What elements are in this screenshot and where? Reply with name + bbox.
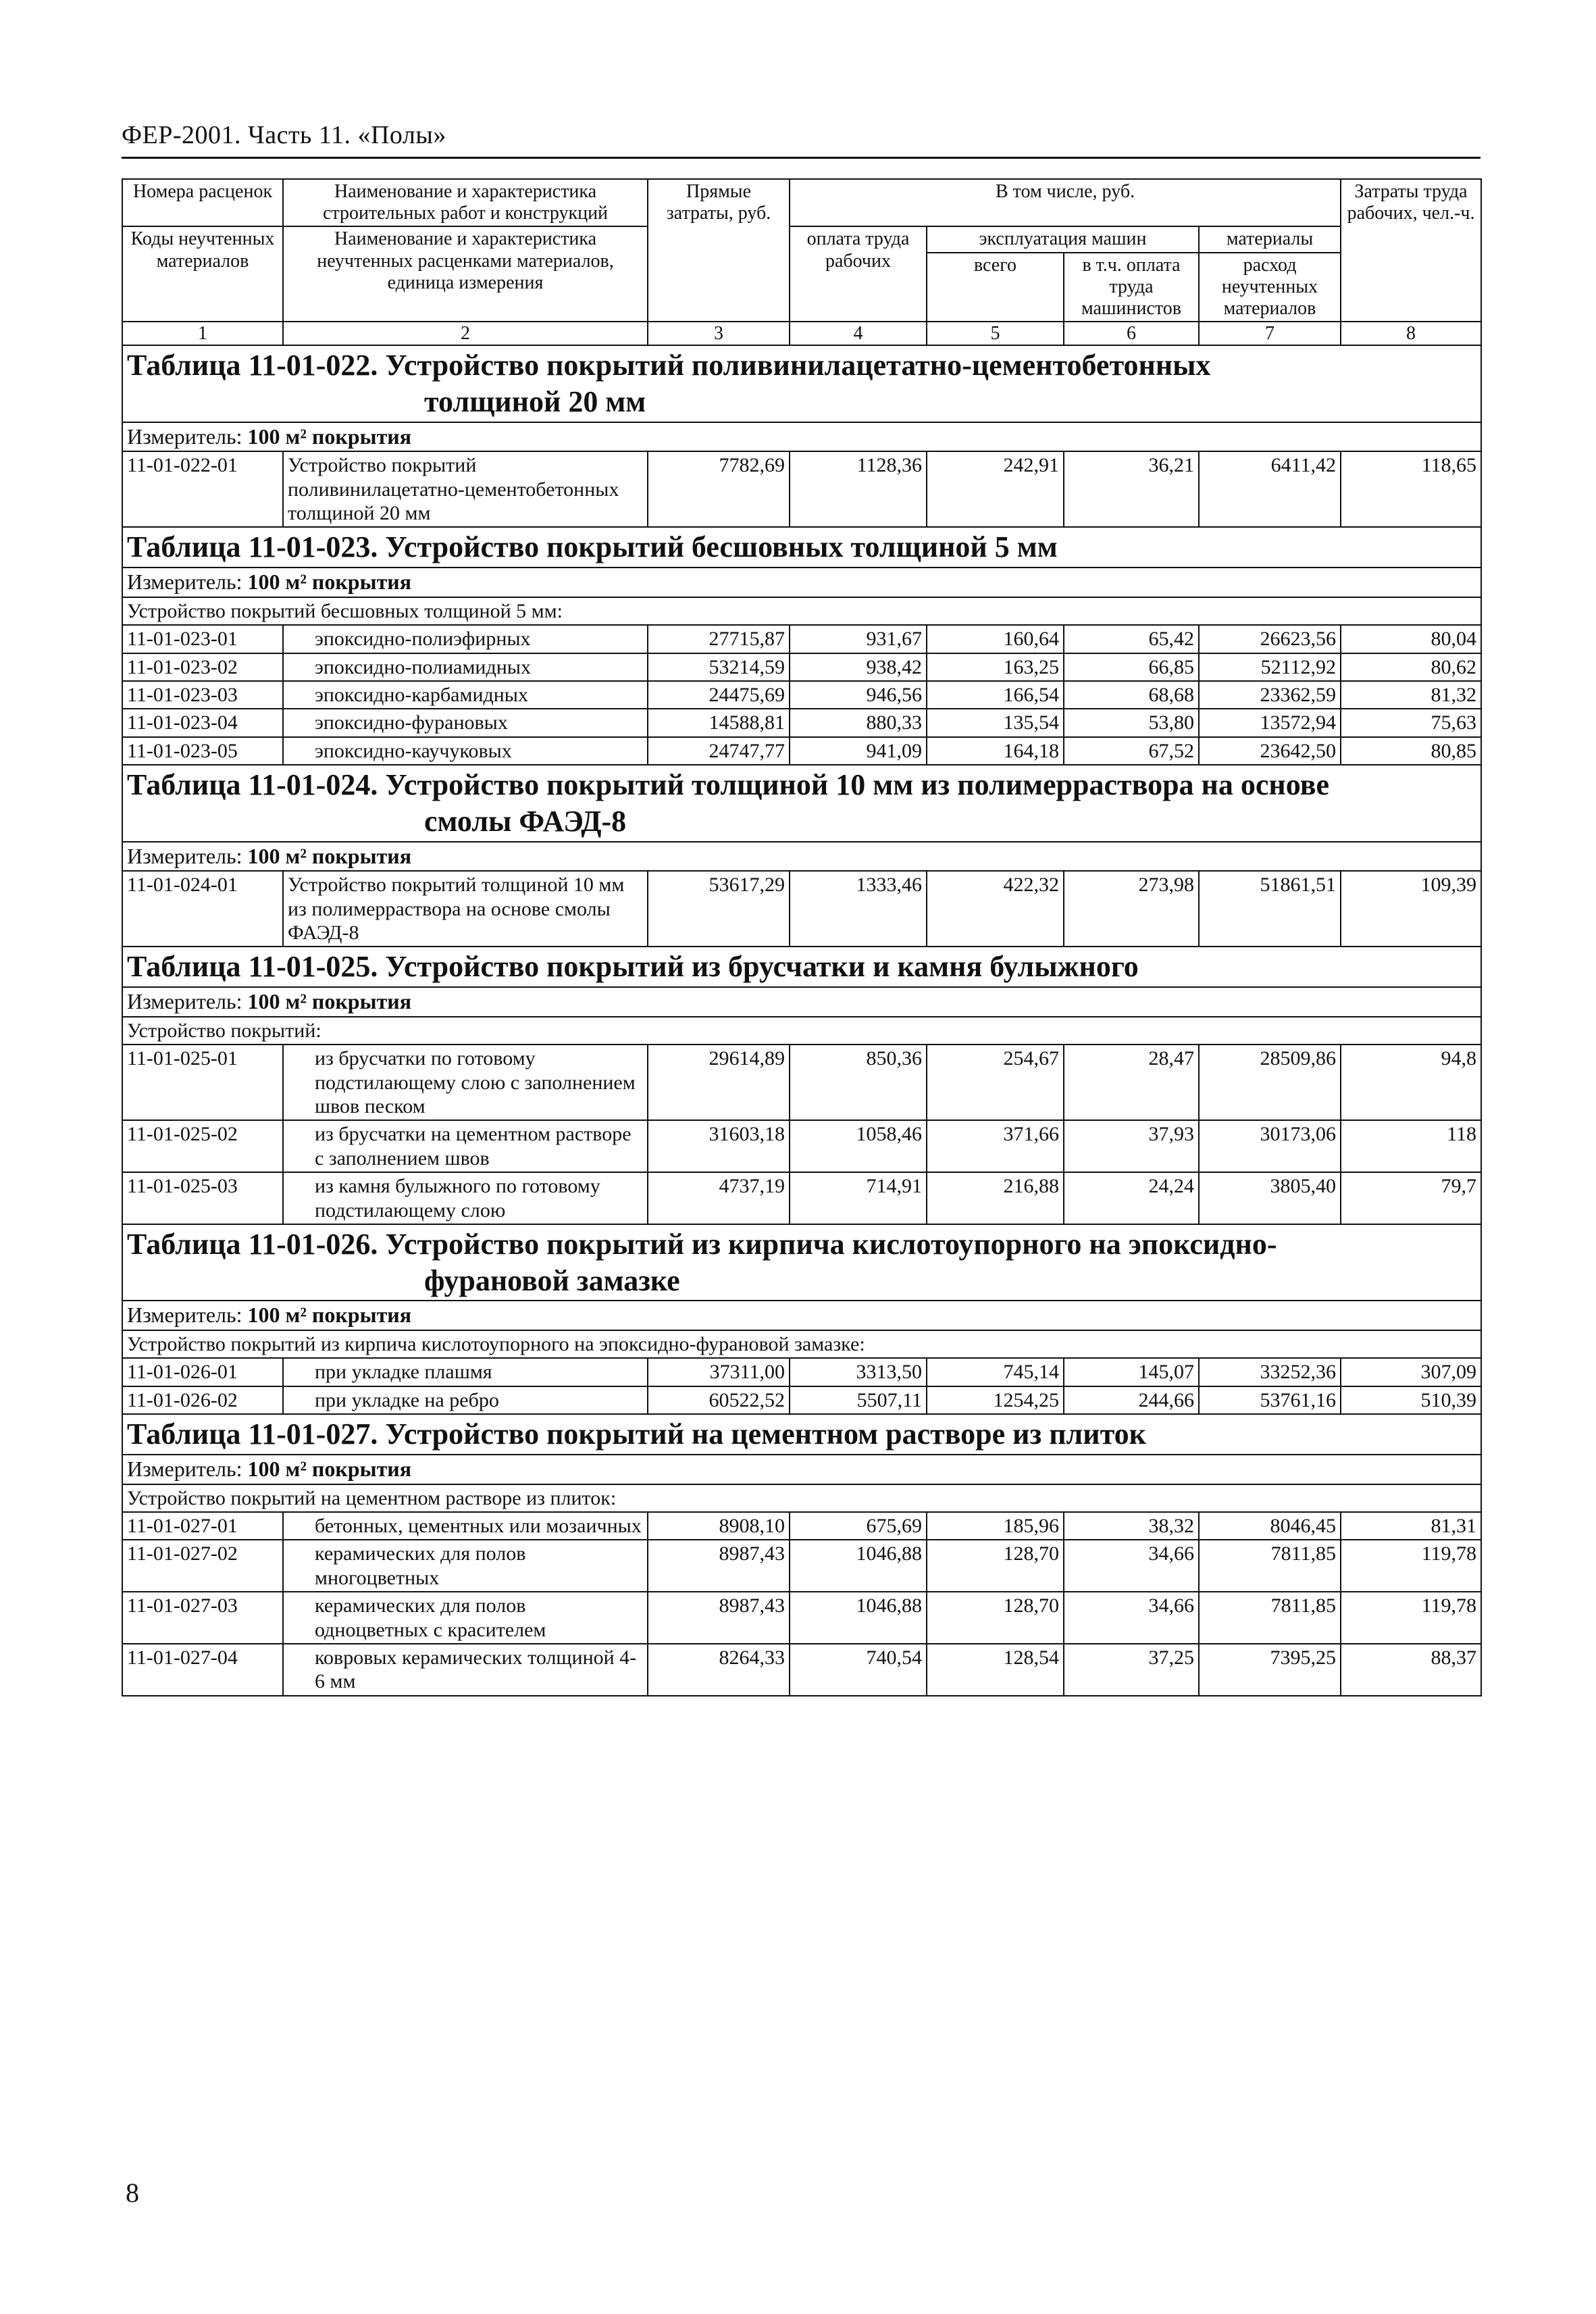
machine-labor: 273,98 [1064, 871, 1199, 947]
labor-hours: 81,31 [1341, 1512, 1481, 1540]
group-heading: Устройство покрытий на цементном растворе из плиток: [122, 1484, 1481, 1512]
section-title-cell [122, 1414, 1481, 1455]
materials: 52112,92 [1199, 653, 1341, 681]
materials: 7811,85 [1199, 1592, 1341, 1644]
work-name: при укладке плашмя [283, 1358, 648, 1386]
section-title-row [122, 947, 1481, 987]
rate-code: 11-01-025-03 [122, 1172, 283, 1224]
direct-costs: 4737,19 [648, 1172, 790, 1224]
header-materials-unaccounted: расход неучтенных материалов [1199, 253, 1341, 322]
column-number: 3 [648, 322, 790, 345]
work-name: при укладке на ребро [283, 1386, 648, 1414]
labor-pay: 1058,46 [790, 1120, 927, 1172]
column-number: 7 [1199, 322, 1341, 345]
table-row [122, 653, 1481, 681]
labor-hours: 118 [1341, 1120, 1481, 1172]
direct-costs: 53214,59 [648, 653, 790, 681]
rate-code: 11-01-023-05 [122, 737, 283, 765]
rate-code: 11-01-023-03 [122, 681, 283, 709]
rate-code: 11-01-026-02 [122, 1386, 283, 1414]
machine-total: 1254,25 [927, 1386, 1064, 1414]
header-col1-top: Номера расценок [122, 179, 283, 226]
machine-total: 371,66 [927, 1120, 1064, 1172]
work-name: Устройство покрытий толщиной 10 мм из полимерраствора на основе смолы ФАЭД-8 [283, 871, 648, 947]
measure-label: Измеритель: [127, 843, 242, 868]
labor-hours: 75,63 [1341, 709, 1481, 736]
direct-costs: 7782,69 [648, 451, 790, 527]
materials: 6411,42 [1199, 451, 1341, 527]
section-title-cell [122, 765, 1481, 841]
rate-code: 11-01-027-03 [122, 1592, 283, 1644]
machine-labor: 244,66 [1064, 1386, 1199, 1414]
header-labor-costs: Затраты труда рабочих, чел.-ч. [1341, 179, 1481, 322]
column-number: 4 [790, 322, 927, 345]
group-row [122, 1017, 1481, 1045]
machine-labor: 24,24 [1064, 1172, 1199, 1224]
section-title-text: Таблица 11-01-024. Устройство покрытий толщиной 10 мм из полимерраствора на основе [127, 768, 1329, 802]
labor-hours: 81,32 [1341, 681, 1481, 709]
machine-labor: 34,66 [1064, 1592, 1199, 1644]
column-number: 8 [1341, 322, 1481, 345]
section-title-text: Таблица 11-01-023. Устройство покрытий бесшовных толщиной 5 мм [127, 530, 1058, 564]
machine-total: 160,64 [927, 625, 1064, 653]
section-title [127, 767, 1476, 839]
direct-costs: 8987,43 [648, 1592, 790, 1644]
measure-cell [122, 1301, 1481, 1330]
table-row [122, 1386, 1481, 1414]
measure-row [122, 842, 1481, 872]
work-name: из брусчатки на цементном растворе с заполнением швов [283, 1120, 648, 1172]
rate-code: 11-01-024-01 [122, 871, 283, 947]
group-heading: Устройство покрытий: [122, 1017, 1481, 1045]
group-row [122, 1330, 1481, 1358]
rate-code: 11-01-026-01 [122, 1358, 283, 1386]
labor-hours: 79,7 [1341, 1172, 1481, 1224]
table-row [122, 737, 1481, 765]
labor-pay: 850,36 [790, 1045, 927, 1120]
machine-labor: 34,66 [1064, 1540, 1199, 1592]
direct-costs: 53617,29 [648, 871, 790, 947]
rate-code: 11-01-023-01 [122, 625, 283, 653]
measure-label: Измеритель: [127, 989, 242, 1014]
labor-hours: 307,09 [1341, 1358, 1481, 1386]
work-name: эпоксидно-карбамидных [283, 681, 648, 709]
direct-costs: 14588,81 [648, 709, 790, 736]
labor-pay: 880,33 [790, 709, 927, 736]
direct-costs: 60522,52 [648, 1386, 790, 1414]
labor-hours: 118,65 [1341, 451, 1481, 527]
measure-label: Измеритель: [127, 1456, 242, 1481]
materials: 53761,16 [1199, 1386, 1341, 1414]
measure-value: 100 м² покрытия [247, 989, 412, 1014]
labor-pay: 1046,88 [790, 1592, 927, 1644]
direct-costs: 37311,00 [648, 1358, 790, 1386]
table-row [122, 871, 1481, 947]
direct-costs: 29614,89 [648, 1045, 790, 1120]
header-machine-ops: эксплуатация машин [927, 226, 1199, 252]
section-title-continuation: толщиной 20 мм [424, 384, 646, 418]
measure-cell [122, 842, 1481, 872]
labor-hours: 510,39 [1341, 1386, 1481, 1414]
section-title-row [122, 765, 1481, 841]
rate-code: 11-01-025-02 [122, 1120, 283, 1172]
section-title-continuation: смолы ФАЭД-8 [424, 804, 627, 838]
machine-total: 185,96 [927, 1512, 1064, 1540]
table-body [122, 345, 1481, 1696]
labor-hours: 94,8 [1341, 1045, 1481, 1120]
machine-total: 745,14 [927, 1358, 1064, 1386]
section-title-text: Таблица 11-01-026. Устройство покрытий из кирпича кислотоупорного на эпоксидно- [127, 1228, 1277, 1261]
section-title-text: Таблица 11-01-025. Устройство покрытий из брусчатки и камня булыжного [127, 950, 1139, 984]
header-direct-costs: Прямые затраты, руб. [648, 179, 790, 322]
machine-total: 135,54 [927, 709, 1064, 736]
labor-hours: 80,62 [1341, 653, 1481, 681]
materials: 8046,45 [1199, 1512, 1341, 1540]
column-numbers-row [122, 322, 1481, 345]
labor-hours: 80,85 [1341, 737, 1481, 765]
machine-total: 242,91 [927, 451, 1064, 527]
section-title-cell [122, 1224, 1481, 1301]
materials: 3805,40 [1199, 1172, 1341, 1224]
work-name: эпоксидно-полиэфирных [283, 625, 648, 653]
work-name: Устройство покрытий поливинилацетатно-цементобетонных толщиной 20 мм [283, 451, 648, 527]
section-title [127, 347, 1476, 420]
materials: 51861,51 [1199, 871, 1341, 947]
table-row [122, 1120, 1481, 1172]
table-header [122, 179, 1481, 345]
labor-pay: 1046,88 [790, 1540, 927, 1592]
machine-labor: 145,07 [1064, 1358, 1199, 1386]
labor-pay: 3313,50 [790, 1358, 927, 1386]
machine-total: 128,70 [927, 1592, 1064, 1644]
machine-labor: 38,32 [1064, 1512, 1199, 1540]
table-row [122, 1540, 1481, 1592]
work-name: ковровых керамических толщиной 4-6 мм [283, 1644, 648, 1696]
machine-total: 128,70 [927, 1540, 1064, 1592]
measure-value: 100 м² покрытия [247, 1303, 412, 1328]
direct-costs: 8908,10 [648, 1512, 790, 1540]
section-title-cell [122, 947, 1481, 987]
machine-total: 422,32 [927, 871, 1064, 947]
materials: 23362,59 [1199, 681, 1341, 709]
machine-labor: 28,47 [1064, 1045, 1199, 1120]
section-title-cell [122, 345, 1481, 422]
work-name: эпоксидно-каучуковых [283, 737, 648, 765]
materials: 7395,25 [1199, 1644, 1341, 1696]
labor-hours: 88,37 [1341, 1644, 1481, 1696]
direct-costs: 27715,87 [648, 625, 790, 653]
measure-row [122, 1301, 1481, 1330]
machine-total: 254,67 [927, 1045, 1064, 1120]
measure-row [122, 568, 1481, 597]
labor-pay: 938,42 [790, 653, 927, 681]
section-title [127, 1226, 1476, 1299]
rate-code: 11-01-023-04 [122, 709, 283, 736]
section-title-row [122, 1224, 1481, 1301]
column-number: 2 [283, 322, 648, 345]
labor-pay: 740,54 [790, 1644, 927, 1696]
labor-pay: 1128,36 [790, 451, 927, 527]
direct-costs: 8264,33 [648, 1644, 790, 1696]
direct-costs: 31603,18 [648, 1120, 790, 1172]
work-name: бетонных, цементных или мозаичных [283, 1512, 648, 1540]
measure-value: 100 м² покрытия [247, 1456, 412, 1481]
page-number: 8 [126, 2178, 139, 2208]
header-including: В том числе, руб. [790, 179, 1341, 226]
direct-costs: 8987,43 [648, 1540, 790, 1592]
labor-hours: 109,39 [1341, 871, 1481, 947]
machine-labor: 53,80 [1064, 709, 1199, 736]
rate-code: 11-01-027-04 [122, 1644, 283, 1696]
group-heading: Устройство покрытий бесшовных толщиной 5 мм: [122, 597, 1481, 625]
labor-pay: 931,67 [790, 625, 927, 653]
rates-table [122, 178, 1482, 1696]
work-name: керамических для полов многоцветных [283, 1540, 648, 1592]
labor-pay: 675,69 [790, 1512, 927, 1540]
work-name: эпоксидно-фурановых [283, 709, 648, 736]
rate-code: 11-01-023-02 [122, 653, 283, 681]
table-row [122, 451, 1481, 527]
work-name: из камня булыжного по готовому подстилающему слою [283, 1172, 648, 1224]
table-row [122, 625, 1481, 653]
machine-total: 216,88 [927, 1172, 1064, 1224]
machine-labor: 37,25 [1064, 1644, 1199, 1696]
machine-labor: 68,68 [1064, 681, 1199, 709]
group-row [122, 1484, 1481, 1512]
materials: 33252,36 [1199, 1358, 1341, 1386]
table-row [122, 1592, 1481, 1644]
table-row [122, 1358, 1481, 1386]
labor-pay: 946,56 [790, 681, 927, 709]
rate-code: 11-01-027-02 [122, 1540, 283, 1592]
column-number: 1 [122, 322, 283, 345]
direct-costs: 24747,77 [648, 737, 790, 765]
section-title [127, 1416, 1476, 1453]
header-col2-top: Наименование и характеристика строительных работ и конструкций [283, 179, 648, 226]
machine-total: 163,25 [927, 653, 1064, 681]
work-name: из брусчатки по готовому подстилающему слою с заполнением швов песком [283, 1045, 648, 1120]
section-title-row [122, 345, 1481, 422]
measure-value: 100 м² покрытия [247, 424, 412, 449]
machine-labor: 67,52 [1064, 737, 1199, 765]
machine-labor: 65,42 [1064, 625, 1199, 653]
materials: 23642,50 [1199, 737, 1341, 765]
materials: 26623,56 [1199, 625, 1341, 653]
materials: 7811,85 [1199, 1540, 1341, 1592]
machine-total: 166,54 [927, 681, 1064, 709]
rate-code: 11-01-022-01 [122, 451, 283, 527]
labor-hours: 119,78 [1341, 1592, 1481, 1644]
measure-value: 100 м² покрытия [247, 570, 412, 595]
measure-label: Измеритель: [127, 424, 242, 449]
measure-label: Измеритель: [127, 570, 242, 595]
machine-total: 164,18 [927, 737, 1064, 765]
measure-cell [122, 422, 1481, 452]
measure-row [122, 1455, 1481, 1484]
section-title [127, 949, 1476, 985]
machine-labor: 66,85 [1064, 653, 1199, 681]
section-title-row [122, 1414, 1481, 1455]
page-header-title: ФЕР-2001. Часть 11. «Полы» [122, 121, 446, 149]
direct-costs: 24475,69 [648, 681, 790, 709]
labor-hours: 119,78 [1341, 1540, 1481, 1592]
header-rule [122, 157, 1481, 159]
measure-row [122, 987, 1481, 1017]
column-number: 5 [927, 322, 1064, 345]
header-col1-bottom: Коды неучтенных материалов [122, 226, 283, 322]
header-machine-labor: в т.ч. оплата труда машинистов [1064, 253, 1199, 322]
header-machine-total: всего [927, 253, 1064, 322]
measure-row [122, 422, 1481, 452]
table-row [122, 1644, 1481, 1696]
header-labor-pay: оплата труда рабочих [790, 226, 927, 322]
table-row [122, 681, 1481, 709]
materials: 30173,06 [1199, 1120, 1341, 1172]
header-col2-bottom: Наименование и характеристика неучтенных расценками материалов, единица измерения [283, 226, 648, 322]
labor-pay: 714,91 [790, 1172, 927, 1224]
measure-cell [122, 1455, 1481, 1484]
section-title-text: Таблица 11-01-022. Устройство покрытий поливинилацетатно-цементобетонных [127, 349, 1211, 382]
labor-pay: 941,09 [790, 737, 927, 765]
machine-total: 128,54 [927, 1644, 1064, 1696]
labor-pay: 1333,46 [790, 871, 927, 947]
table-row [122, 1045, 1481, 1120]
section-title-text: Таблица 11-01-027. Устройство покрытий на цементном растворе из плиток [127, 1417, 1146, 1451]
labor-hours: 80,04 [1341, 625, 1481, 653]
section-title-cell [122, 527, 1481, 568]
table-row [122, 1172, 1481, 1224]
header-materials: материалы [1199, 226, 1341, 252]
section-title-continuation: фурановой замазке [424, 1263, 680, 1297]
table-row [122, 1512, 1481, 1540]
machine-labor: 37,93 [1064, 1120, 1199, 1172]
measure-cell [122, 987, 1481, 1017]
materials: 13572,94 [1199, 709, 1341, 736]
table-row [122, 709, 1481, 736]
measure-cell [122, 568, 1481, 597]
column-number: 6 [1064, 322, 1199, 345]
section-title [127, 529, 1476, 565]
group-row [122, 597, 1481, 625]
work-name: эпоксидно-полиамидных [283, 653, 648, 681]
materials: 28509,86 [1199, 1045, 1341, 1120]
section-title-row [122, 527, 1481, 568]
group-heading: Устройство покрытий из кирпича кислотоупорного на эпоксидно-фурановой замазке: [122, 1330, 1481, 1358]
measure-value: 100 м² покрытия [247, 843, 412, 868]
work-name: керамических для полов одноцветных с красителем [283, 1592, 648, 1644]
rate-code: 11-01-027-01 [122, 1512, 283, 1540]
rate-code: 11-01-025-01 [122, 1045, 283, 1120]
measure-label: Измеритель: [127, 1303, 242, 1328]
machine-labor: 36,21 [1064, 451, 1199, 527]
labor-pay: 5507,11 [790, 1386, 927, 1414]
